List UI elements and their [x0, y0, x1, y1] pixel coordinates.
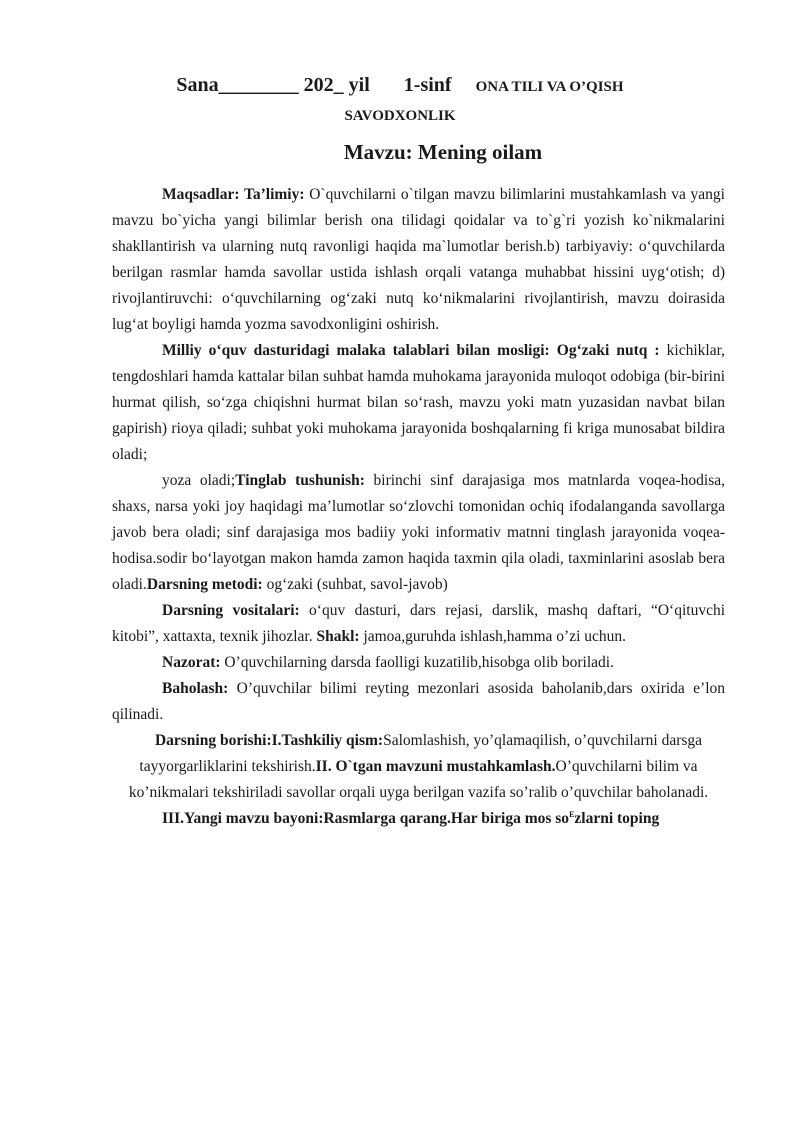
- review-label: II. O`tgan mavzuni mustahkamlash.: [315, 758, 556, 775]
- lesson-flow-label: Darsning borishi:I.Tashkiliy qism:: [154, 732, 384, 749]
- lesson-title: Mavzu: Mening oilam: [343, 140, 543, 164]
- assessment-label: Baholash:: [162, 680, 229, 697]
- listening-paragraph: [112, 468, 725, 598]
- subject-label: ONA TILI VA O’QISH: [475, 79, 624, 95]
- header-line: [0, 74, 800, 97]
- review-text: O’quvchilarni bilim va ko’nikmalari tekshiriladi savollar orqali uyga berilgan vazifa so’ralib o’quvchilar baholanadi.: [128, 758, 709, 801]
- goals-paragraph: [112, 182, 725, 338]
- method-text: og‘zaki (suhbat, savol-javob): [262, 576, 448, 593]
- standards-paragraph: [112, 338, 725, 468]
- grade-label: 1-sinf: [403, 74, 452, 96]
- document-body: [112, 182, 725, 832]
- new-topic-paragraph: [112, 806, 725, 832]
- control-paragraph: [112, 650, 725, 676]
- lesson-flow-paragraph: [112, 728, 725, 806]
- control-label: Nazorat:: [162, 654, 221, 671]
- form-text: jamoa,guruhda ishlash,hamma o’zi uchun.: [359, 628, 627, 645]
- goals-label: Maqsadlar: Ta’limiy:: [162, 186, 305, 203]
- superscript-mark: E: [569, 809, 575, 819]
- standards-label: Milliy o‘quv dasturidagi malaka talablari bilan mosligi: Og‘zaki nutq :: [162, 342, 660, 359]
- date-field: Sana________ 202_ yil: [176, 74, 370, 96]
- control-text: O’quvchilarning darsda faolligi kuzatilib,hisobga olib boriladi.: [220, 654, 614, 671]
- method-label: Darsning metodi:: [146, 576, 263, 593]
- listening-pre: yoza oladi;: [162, 472, 236, 489]
- tools-text: o‘quv dasturi, dars rejasi, darslik, mashq daftari, “O‘qituvchi kitobi”, xattaxta, texnik jihozlar.: [112, 602, 726, 645]
- goals-text: O`quvchilarni o`tilgan mavzu bilimlarini mustahkamlash va yangi mavzu bo`yicha yangi bilimlar berish ona tilidagi qoidalar va to`g`ri yozish ko`nikmalarini shakllantirish va ularning nutq ravonligi haqida ma`lumotlar berish.b) tarbiyaviy: o‘quvchilarda berilgan rasmlar hamda savollar ustida ishlash orqali vatanga muhabbat hissini uyg‘otish; d) rivojlantiruvchi: o‘quvchilarning og‘zaki nutq ko‘nikmalarini rivojlantirish, mavzu doirasida lug‘at boyligi hamda yozma savodxonligini oshirish.: [112, 186, 725, 333]
- form-label: Shakl:: [316, 628, 360, 645]
- listening-text: birinchi sinf darajasiga mos matnlarda voqea-hodisa, shaxs, narsa yoki joy haqidagi ma’lumotlar so‘zlovchi tomonidan ochiq ifodalanganda savollarga javob bera oladi; sinf darajasiga mos badiiy yoki informativ matnni tinglash jarayonida voqea-hodisa.sodir bo‘layotgan makon hamda zamon haqida taxmin qila oladi, taxminlarini asoslab bera oladi.: [112, 472, 726, 593]
- listening-label: Tinglab tushunish:: [235, 472, 365, 489]
- tools-paragraph: [112, 598, 725, 650]
- assessment-text: O’quvchilar bilimi reyting mezonlari asosida baholanib,dars oxirida e’lon qilinadi.: [112, 680, 725, 723]
- lesson-flow-text: Salomlashish, yo’qlamaqilish, o’quvchilarni darsga tayyorgarliklarini tekshirish.: [139, 732, 703, 775]
- assessment-paragraph: [112, 676, 725, 728]
- subject-label-continued: SAVODXONLIK: [344, 108, 456, 124]
- standards-text: kichiklar, tengdoshlari hamda kattalar bilan suhbat hamda muhokama jarayonida muloqot odobiga (bir-birini hurmat qilish, so‘zga chiqishni hurmat bilan so‘rash, mavzu yoki matn yuzasidan navbat bilan gapirish) rioya qiladi; suhbat yoki muhokama jarayonida boshqalarning fi kriga munosabat bildira oladi;: [112, 342, 725, 463]
- new-topic-text: III.Yangi mavzu bayoni:Rasmlarga qarang.Har biriga mos $so^Ezlarni$ toping: [162, 809, 660, 827]
- tools-label: Darsning vositalari:: [162, 602, 300, 619]
